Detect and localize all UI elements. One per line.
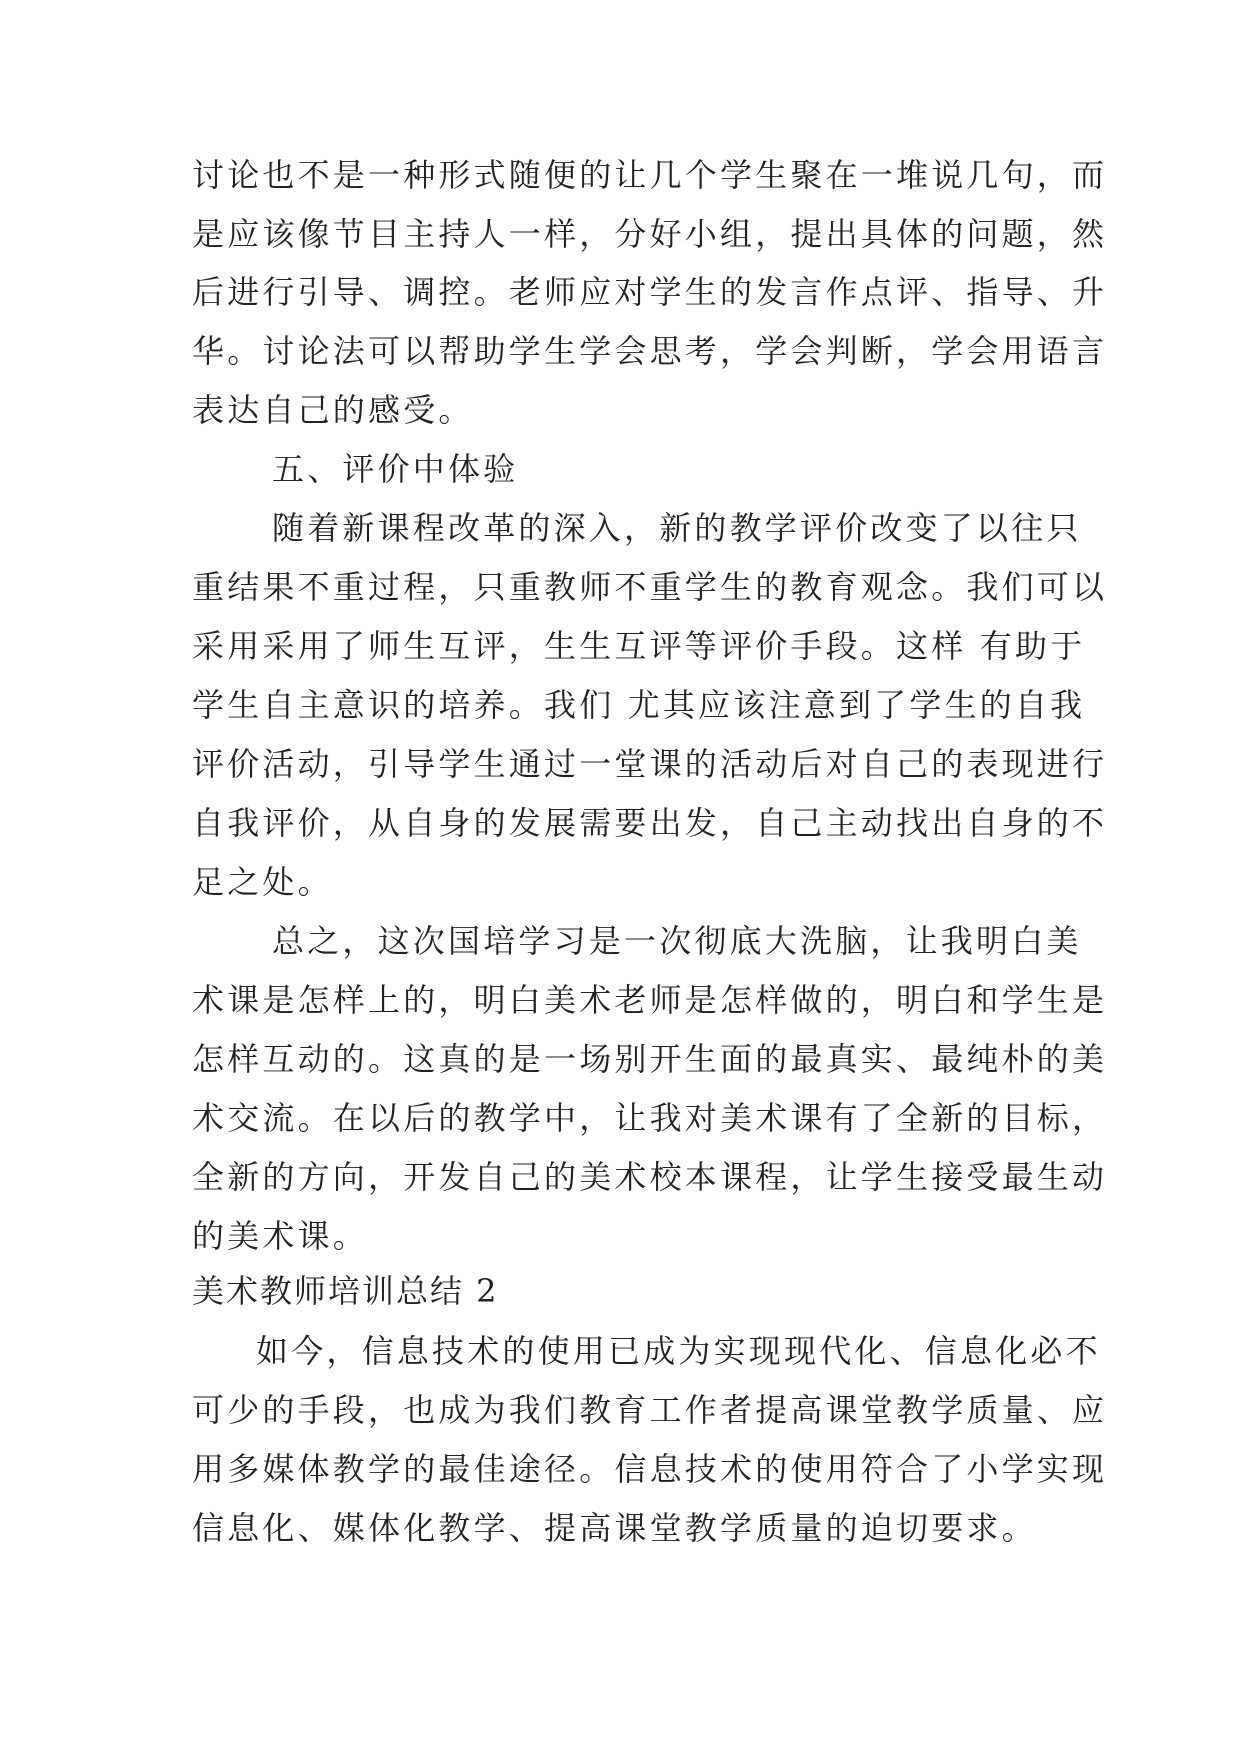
text-line: 评价活动，引导学生通过一堂课的活动后对自己的表现进行 — [192, 745, 1108, 783]
text-line: 后进行引导、调控。老师应对学生的发言作点评、指导、升 — [192, 273, 1108, 311]
section-heading: 五、评价中体验 — [272, 450, 519, 488]
text-line: 术课是怎样上的，明白美术老师是怎样做的，明白和学生是 — [192, 981, 1108, 1019]
text-line: 足之处。 — [192, 863, 333, 901]
text-line: 总之，这次国培学习是一次彻底大洗脑，让我明白美 — [272, 922, 1082, 960]
text-line: 华。讨论法可以帮助学生学会思考，学会判断，学会用语言 — [192, 332, 1108, 370]
text-line: 是应该像节目主持人一样，分好小组，提出具体的问题，然 — [192, 215, 1108, 253]
text-line: 的美术课。 — [192, 1217, 369, 1255]
text-line: 讨论也不是一种形式随便的让几个学生聚在一堆说几句，而 — [192, 156, 1108, 194]
text-line: 全新的方向，开发自己的美术校本课程，让学生接受最生动 — [192, 1158, 1108, 1196]
text-line: 自我评价，从自身的发展需要出发，自己主动找出自身的不 — [192, 804, 1108, 842]
text-line: 采用采用了师生互评，生生互评等评价手段。这样 有助于 — [192, 627, 1086, 665]
text-line: 如今，信息技术的使用已成为实现现代化、信息化必不 — [256, 1332, 1101, 1370]
text-line: 随着新课程改革的深入，新的教学评价改变了以往只 — [272, 509, 1082, 547]
text-line: 表达自己的感受。 — [192, 391, 474, 429]
text-line: 术交流。在以后的教学中，让我对美术课有了全新的目标， — [192, 1099, 1108, 1137]
document-subtitle: 美术教师培训总结 2 — [192, 1272, 499, 1310]
text-line: 怎样互动的。这真的是一场别开生面的最真实、最纯朴的美 — [192, 1040, 1108, 1078]
text-line: 信息化、媒体化教学、提高课堂教学质量的迫切要求。 — [192, 1509, 1037, 1547]
text-line: 学生自主意识的培养。我们 尤其应该注意到了学生的自我 — [192, 686, 1086, 724]
text-line: 重结果不重过程，只重教师不重学生的教育观念。我们可以 — [192, 568, 1108, 606]
text-line: 用多媒体教学的最佳途径。信息技术的使用符合了小学实现 — [192, 1450, 1108, 1488]
text-line: 可少的手段，也成为我们教育工作者提高课堂教学质量、应 — [192, 1391, 1108, 1429]
